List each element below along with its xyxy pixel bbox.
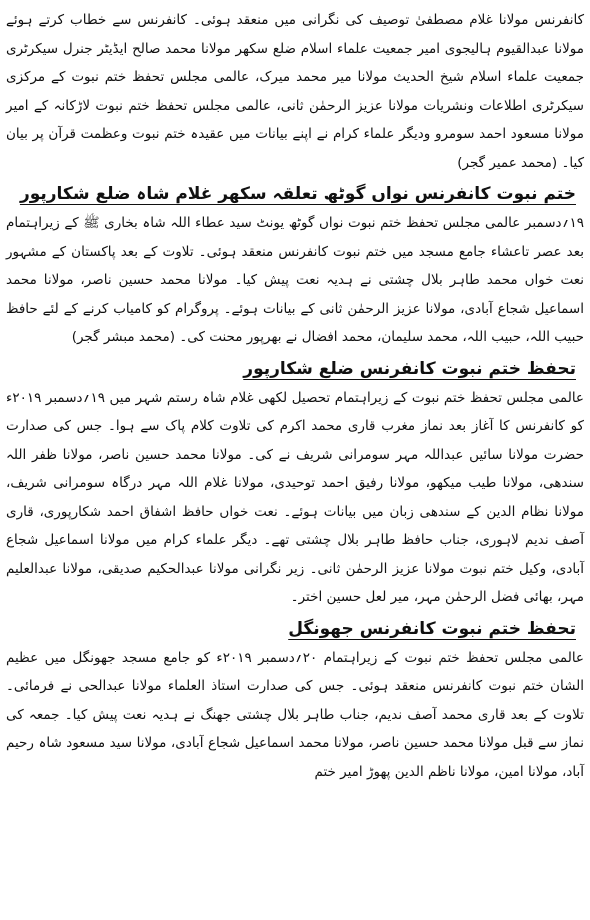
section-nawan-goth: [6, 179, 584, 352]
intro-credit: (محمد عمیر گجر): [457, 154, 558, 171]
section-heading: تحفظ ختم نبوت کانفرنس ضلع شکارپور: [243, 358, 576, 379]
section-paragraph: [6, 384, 584, 612]
section-text: عالمی مجلس تحفظ ختم نبوت کے زیراہتمام ۲۰؍دسمبر ۲۰۱۹ء کو جامع مسجد جھونگل میں عظیم الشان ختم نبوت کانفرنس منعقد ہوئی۔ جس کی صدارت استاذ العلماء مولانا عبدالحی نے فرمائی۔ تلاوت کے بعد قاری محمد آصف ندیم، جناب طاہر بلال چشتی جھنگ نے ہدیہ نعت پیش کیا۔ جمعہ کی نماز سے قبل مولانا محمد حسین ناصر، مولانا محمد اسماعیل شجاع آبادی، مولانا سید مسعود شاہ رحیم آباد، مولانا امین، مولانا ناظم الدین پھوڑ امیر ختم: [6, 649, 584, 780]
section-shikarpur: [6, 354, 584, 612]
section-heading: تحفظ ختم نبوت کانفرنس جھونگل: [288, 618, 576, 639]
section-jhongal: [6, 614, 584, 787]
intro-text: کانفرنس مولانا غلام مصطفیٰ توصیف کی نگرانی میں منعقد ہوئی۔ کانفرنس سے خطاب کرتے ہوئے مولانا عبدالقیوم ہالیجوی امیر جمعیت علماء اسلام ضلع سکھر مولانا محمد صالح ایڈیٹر جنرل سیکرٹری جمعیت علماء اسلام شیخ الحدیث مولانا میر محمد میرک، عالمی مجلس تحفظ ختم نبوت کے مرکزی سیکرٹری اطلاعات ونشریات مولانا عزیز الرحمٰن ثانی، عالمی مجلس تحفظ ختم نبوت لاڑکانہ کے امیر مولانا مسعود احمد سومرو ودیگر علماء کرام نے اپنے بیانات میں عقیدہ ختم نبوت وعظمت قرآن پر بیان کیا۔: [6, 12, 584, 171]
section-heading: ختم نبوت کانفرنس نواں گوٹھ تعلقہ سکھر غلام شاہ ضلع شکارپور: [19, 184, 576, 204]
section-paragraph: [6, 209, 584, 352]
section-text: عالمی مجلس تحفظ ختم نبوت کے زیراہتمام تحصیل لکھی غلام شاہ رستم شہر میں ۱۹؍دسمبر ۲۰۱۹ء کو کانفرنس کا آغاز بعد نماز مغرب قاری محمد اکرم کی تلاوت کلام پاک سے ہوا۔ جس کی صدارت حضرت مولانا سائیں عبداللہ مہر سومرانی شریف نے کی۔ مولانا محمد حسین ناصر، مولانا ظفر اللہ سندھی، مولانا طیب میکھو، مولانا رفیق احمد توحیدی، مولانا غلام اللہ مہر درگاہ سومرانی شریف، مولانا نظام الدین کے سندھی زبان میں بیانات ہوئے۔ نعت خواں حافظ اشفاق احمد شکارپوری، قاری آصف ندیم لاہوری، جناب حافظ طاہر بلال چشتی تھے۔ دیگر علماء کرام میں مولانا اسماعیل شجاع آبادی، وکیل ختم نبوت مولانا عزیز الرحمٰن ثانی۔ زیر نگرانی مولانا عبدالحکیم صدیقی، مولانا عبدالعلیم مہر، بھائی فضل الرحمٰن مہر، میر لعل حسین اختر۔: [6, 389, 584, 605]
section-text: ۱۹؍دسمبر عالمی مجلس تحفظ ختم نبوت نواں گوٹھ یونٹ سید عطاء اللہ شاہ بخاری ﷺ کے زیراہتمام بعد عصر تاعشاء جامع مسجد میں ختم نبوت کانفرنس منعقد ہوئی۔ تلاوت کے بعد پاکستان کے مشہور نعت خواں محمد طاہر بلال چشتی نے ہدیہ نعت پیش کیا۔ مولانا محمد حسین ناصر، مولانا محمد اسماعیل شجاع آبادی، مولانا عزیز الرحمٰن ثانی کے بیانات ہوئے۔ پروگرام کو کامیاب کرنے کے لئے حافظ حبیب اللہ، حبیب اللہ، محمد سلیمان، محمد افضال نے بھرپور محنت کی۔: [6, 215, 584, 345]
section-credit: (محمد مبشر گجر): [71, 329, 176, 345]
section-paragraph: [6, 644, 584, 787]
intro-paragraph: [6, 6, 584, 177]
